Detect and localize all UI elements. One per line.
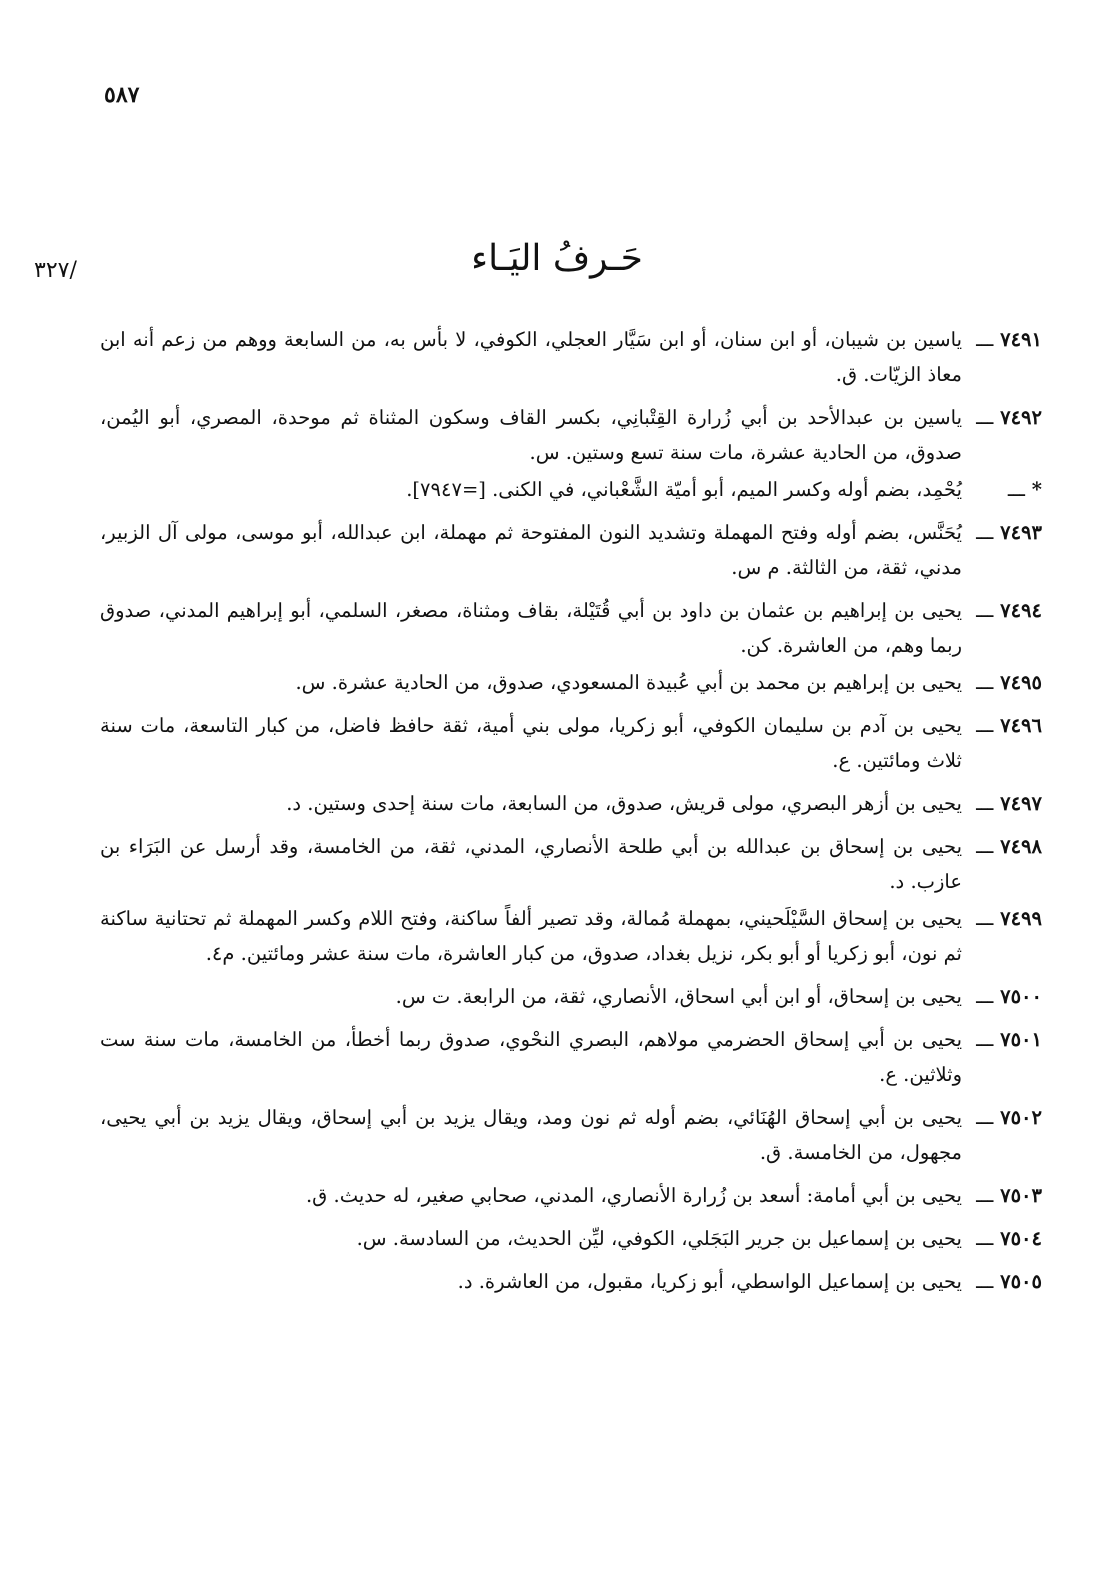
entry [100, 515, 1042, 585]
entry [100, 593, 1042, 663]
entry-number: ٧٥٠٣ [1000, 1184, 1042, 1207]
entry-number: ٧٥٠٠ [1000, 985, 1042, 1008]
entry [100, 786, 1042, 821]
entry-number: ٧٤٩٨ [1000, 835, 1042, 858]
entry-dash: ـــ [976, 1184, 994, 1207]
entry-dash: ـــ [976, 1227, 994, 1250]
entry [100, 708, 1042, 778]
entry-number: ٧٥٠٤ [1000, 1227, 1042, 1250]
entry-text: يحيى بن إبراهيم بن محمد بن أبي عُبيدة المسعودي، صدوق، من الحادية عشرة. س. [295, 671, 962, 694]
entry-number: ٧٤٩٦ [1000, 714, 1042, 737]
entry-dash: ـــ [976, 1106, 994, 1129]
entry [100, 829, 1042, 899]
entry-dash: ـــ [976, 671, 994, 694]
entry-dash: ـــ [976, 907, 994, 930]
entry-text: يحيى بن أبي إسحاق الهُنَائي، بضم أوله ثم نون ومد، ويقال يزيد بن أبي إسحاق، ويقال يزيد بن أبي يحيى، مجهول، من الخامسة. ق. [100, 1106, 962, 1164]
entry-text: يحيى بن إسماعيل الواسطي، أبو زكريا، مقبول، من العاشرة. د. [457, 1270, 962, 1293]
chapter-title: حَـرفُ اليَـاء [471, 238, 643, 279]
entry [100, 665, 1042, 700]
entry-dash: ـــ [976, 792, 994, 815]
entry-number: * [1031, 478, 1042, 501]
entry-dash: ـــ [976, 521, 994, 544]
entry-text: يحيى بن آدم بن سليمان الكوفي، أبو زكريا، مولى بني أمية، ثقة حافظ فاضل، من كبار التاسعة، مات سنة ثلاث ومائتين. ع. [100, 714, 962, 772]
entry-number: ٧٤٩٩ [1000, 907, 1042, 930]
entry [100, 1178, 1042, 1213]
entry-dash: ـــ [976, 406, 994, 429]
entry-dash: ـــ [976, 599, 994, 622]
entry-text: يحيى بن إسحاق، أو ابن أبي اسحاق، الأنصاري، ثقة، من الرابعة. ت س. [395, 985, 962, 1008]
entries-list [100, 322, 1042, 1307]
entry-dash: ـــ [976, 985, 994, 1008]
entry-text: يحيى بن إسحاق بن عبدالله بن أبي طلحة الأنصاري، المدني، ثقة، من الخامسة، وقد أرسل عن البَرَاء بن عازب. د. [100, 835, 962, 893]
entry-dash: ـــ [1007, 478, 1025, 501]
original-page-reference: /٣٢٧ [34, 258, 77, 283]
entry-number: ٧٤٩٧ [1000, 792, 1042, 815]
entry-dash: ـــ [976, 835, 994, 858]
entry-text: ياسين بن عبدالأحد بن أبي زُرارة القِتْبانِي، بكسر القاف وسكون المثناة ثم موحدة، المصري، أبو اليُمن، صدوق، من الحادية عشرة، مات سنة تسع وستين. س. [100, 406, 962, 464]
entry-number: ٧٥٠٢ [1000, 1106, 1042, 1129]
entry-text: يحيى بن إبراهيم بن عثمان بن داود بن أبي قُتَيْلة، بقاف ومثناة، مصغر، السلمي، أبو إبراهيم المدني، صدوق ربما وهم، من العاشرة. كن. [100, 599, 962, 657]
entry-dash: ـــ [976, 1028, 994, 1051]
entry-dash: ـــ [976, 1270, 994, 1293]
entry [100, 1022, 1042, 1092]
entry [100, 1221, 1042, 1256]
entry-dash: ـــ [976, 328, 994, 351]
entry-number: ٧٤٩٣ [1000, 521, 1042, 544]
entry-text: يحيى بن إسماعيل بن جرير البَجَلي، الكوفي، ليِّن الحديث، من السادسة. س. [356, 1227, 962, 1250]
entry-number: ٧٤٩٤ [1000, 599, 1042, 622]
entry [100, 901, 1042, 971]
entry-cross-reference [100, 472, 1042, 507]
entry [100, 400, 1042, 470]
entry [100, 1264, 1042, 1299]
entry [100, 322, 1042, 392]
entry-number: ٧٤٩١ [1000, 328, 1042, 351]
entry-dash: ـــ [976, 714, 994, 737]
entry [100, 1100, 1042, 1170]
entry [100, 979, 1042, 1014]
entry-text: يحيى بن أزهر البصري، مولى قريش، صدوق، من السابعة، مات سنة إحدى وستين. د. [286, 792, 962, 815]
entry-text: يحيى بن أبي أمامة: أسعد بن زُرارة الأنصاري، المدني، صحابي صغير، له حديث. ق. [305, 1184, 962, 1207]
entry-text: يُحْمِد، بضم أوله وكسر الميم، أبو أميّة الشَّعْباني، في الكنى. [=٧٩٤٧]. [406, 478, 962, 501]
entry-text: ياسين بن شيبان، أو ابن سنان، أو ابن سَيَّار العجلي، الكوفي، لا بأس به، من السابعة ووهم من زعم أنه ابن معاذ الزيّات. ق. [100, 328, 962, 386]
entry-text: يُحَنَّس، بضم أوله وفتح المهملة وتشديد النون المفتوحة ثم مهملة، ابن عبدالله، أبو موسى، مولى آل الزبير، مدني، ثقة، من الثالثة. م س. [100, 521, 962, 579]
entry-number: ٧٤٩٥ [1000, 671, 1042, 694]
entry-number: ٧٥٠٥ [1000, 1270, 1042, 1293]
entry-number: ٧٥٠١ [1000, 1028, 1042, 1051]
page-number: ٥٨٧ [104, 82, 140, 108]
entry-number: ٧٤٩٢ [1000, 406, 1042, 429]
entry-text: يحيى بن إسحاق السَّيْلَحيني، بمهملة مُمالة، وقد تصير ألفاً ساكنة، وفتح اللام وكسر المهملة ثم تحتانية ساكنة ثم نون، أبو زكريا أو أبو بكر، نزيل بغداد، صدوق، من كبار العاشرة، مات سنة عشر ومائتين. م٤. [100, 907, 962, 965]
entry-text: يحيى بن أبي إسحاق الحضرمي مولاهم، البصري النحْوي، صدوق ربما أخطأ، من الخامسة، مات سنة ست وثلاثين. ع. [100, 1028, 962, 1086]
